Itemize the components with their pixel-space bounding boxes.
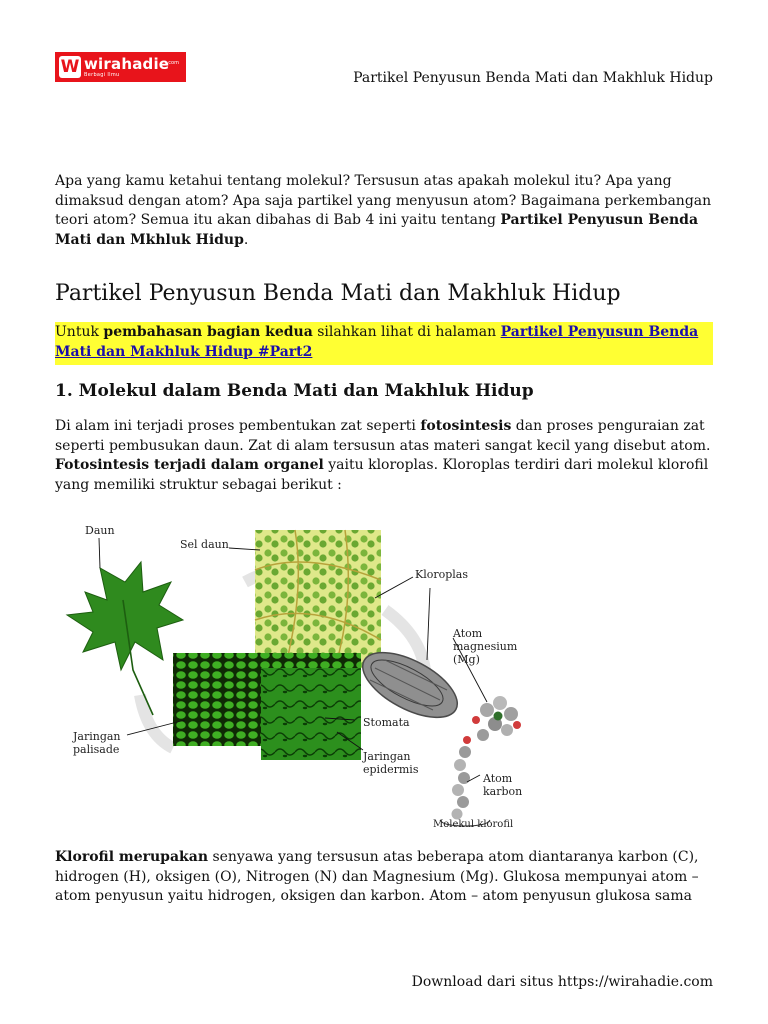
logo-name: wirahadie <box>84 54 170 73</box>
site-logo[interactable] <box>55 52 186 82</box>
main-content <box>55 172 713 495</box>
section-paragraph: Di alam ini terjadi proses pembentukan zat seperti fotosintesis dan proses penguraian zat seperti pembusukan daun. Zat di alam tersusun atas materi sangat kecil yang disebut atom. Fotosintesis terjadi dalam organel yaitu kloroplas. Kloroplas terdiri dari molekul klorofil yang memiliki struktur sebagai berikut : <box>55 418 711 493</box>
logo-w-icon: W <box>60 56 80 77</box>
intro-paragraph: Apa yang kamu ketahui tentang molekul? Tersusun atas apakah molekul itu? Apa yang dimaksud dengan atom? Apa saja partikel yang menyusun atom? Bagaimana perkembangan teori atom? Semua itu akan dibahas di Bab 4 ini yaitu tentang Partikel Penyusun Benda Mati dan Mkhluk Hidup. <box>55 173 712 248</box>
label-daun: Daun <box>85 524 115 537</box>
part2-notice: Untuk pembahasan bagian kedua silahkan lihat di halaman Partikel Penyusun Benda Mati dan Makhluk Hidup #Part2 <box>55 322 713 365</box>
label-molekul-klorofil: Molekul klorofil <box>433 819 514 830</box>
maple-leaf <box>67 562 183 715</box>
page-heading: Partikel Penyusun Benda Mati dan Makhluk Hidup <box>55 281 621 306</box>
part2-link[interactable]: Partikel Penyusun Benda Mati dan Makhluk Hidup #Part2 <box>55 324 699 360</box>
label-atom-magnesium: Atom magnesium (Mg) <box>453 627 518 666</box>
label-sel-daun: Sel daun <box>180 538 229 551</box>
chlorophyll-molecule <box>440 696 521 826</box>
logo-tagline: Berbagi Ilmu <box>84 71 120 78</box>
section-heading: 1. Molekul dalam Benda Mati dan Makhluk Hidup <box>55 381 534 401</box>
flow-arrow <box>140 695 173 748</box>
chlorophyll-paragraph: Klorofil merupakan senyawa yang tersusun atas beberapa atom diantaranya karbon (C), hidrogen (H), oksigen (O), Nitrogen (N) dan Magnesium (Mg). Glukosa mempunyai atom – atom penyusun yaitu hidrogen, oksigen dan karbon. Atom – atom penyusun glukosa sama <box>55 849 699 904</box>
header-title: Partikel Penyusun Benda Mati dan Makhluk Hidup <box>353 70 713 86</box>
label-stomata: Stomata <box>363 716 410 729</box>
footer-source: Download dari situs https://wirahadie.com <box>411 974 713 990</box>
label-jaringan-palisade: Jaringan palisade <box>73 730 121 756</box>
leaf-cell-panel <box>255 530 381 668</box>
logo-com: .com <box>166 60 179 66</box>
label-kloroplas: Kloroplas <box>415 568 469 581</box>
chlorophyll-figure <box>55 520 535 835</box>
label-atom-karbon: Atom karbon <box>483 772 523 798</box>
tissue-panel <box>173 653 361 760</box>
label-jaringan-epidermis: Jaringan epidermis <box>363 750 419 776</box>
